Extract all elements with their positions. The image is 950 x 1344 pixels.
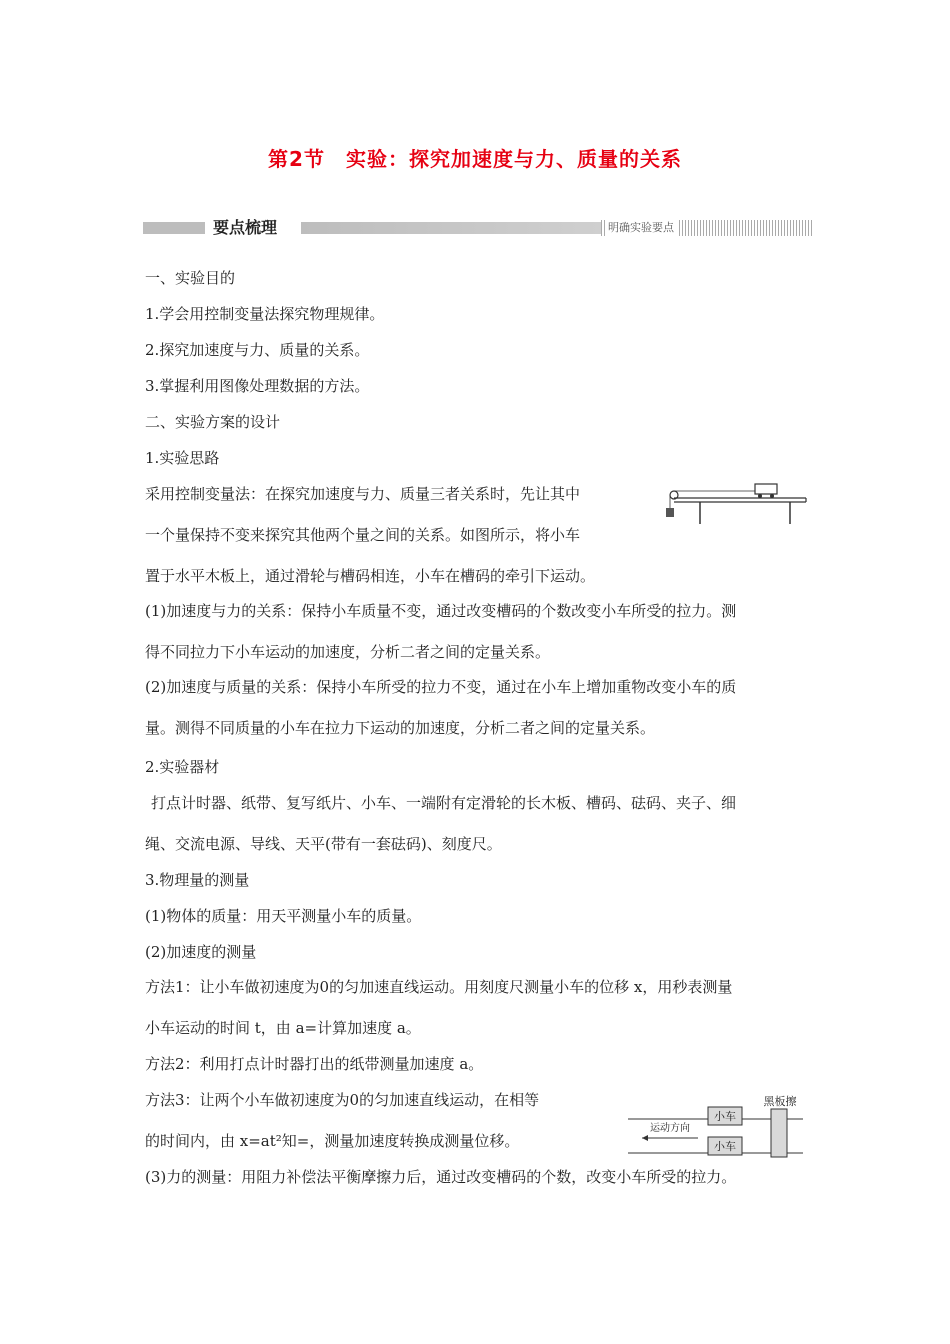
banner-label: 要点梳理 [213,218,278,237]
text-line: 3.掌握利用图像处理数据的方法。 [145,377,370,395]
text-line: (1)物体的质量：用天平测量小车的质量。 [145,907,422,925]
text-line: 绳、交流电源、导线、天平(带有一套砝码)、刻度尺。 [145,835,502,853]
text-line: 置于水平木板上，通过滑轮与槽码相连，小车在槽码的牵引下运动。 [145,567,596,585]
two-carts-figure [628,1095,808,1160]
banner-bar-left [143,222,205,234]
banner-stripes-right [688,220,813,236]
text-line: (2)加速度与质量的关系：保持小车所受的拉力不变，通过在小车上增加重物改变小车的质 [145,678,737,696]
text-line: 1.学会用控制变量法探究物理规律。 [145,305,385,323]
arrow-head [642,1135,648,1141]
direction-label: 运动方向 [650,1123,690,1134]
eraser-label: 黑板擦 [763,1095,797,1108]
subheading-idea: 1.实验思路 [145,449,220,467]
text-line: (2)加速度的测量 [145,943,257,961]
text-line: (1)加速度与力的关系：保持小车质量不变，通过改变槽码的个数改变小车所受的拉力。测 [145,602,737,620]
text-line: 方法3：让两个小车做初速度为0的匀加速直线运动，在相等 [145,1091,540,1109]
banner-bar-middle [301,222,601,234]
heading-purpose: 一、实验目的 [145,269,236,287]
cart-bottom-label: 小车 [714,1140,736,1153]
text-line: (3)力的测量：用阻力补偿法平衡摩擦力后，通过改变槽码的个数，改变小车所受的拉力。 [145,1168,737,1186]
text-line: 得不同拉力下小车运动的加速度，分析二者之间的定量关系。 [145,643,551,661]
text-line: 小车运动的时间 t，由 a=计算加速度 a。 [145,1019,421,1037]
eraser-box [771,1109,787,1157]
text-line: 的时间内，由 x=at²知=，测量加速度转换成测量位移。 [145,1132,520,1150]
subheading-measurement: 3.物理量的测量 [145,871,250,889]
text-line: 打点计时器、纸带、复写纸片、小车、一端附有定滑轮的长木板、槽码、砝码、夹子、细 [151,794,737,812]
text-line: 采用控制变量法：在探究加速度与力、质量三者关系时，先让其中 [145,485,581,503]
text-line: 一个量保持不变来探究其他两个量之间的关系。如图所示，将小车 [145,526,581,544]
subheading-equipment: 2.实验器材 [145,758,220,776]
cart-track-figure [660,478,810,528]
text-line: 2.探究加速度与力、质量的关系。 [145,341,370,359]
heading-design: 二、实验方案的设计 [145,413,281,431]
text-line: 方法2：利用打点计时器打出的纸带测量加速度 a。 [145,1055,484,1073]
banner-right-label: 明确实验要点 [605,216,677,240]
cart-top-label: 小车 [714,1110,736,1123]
text-line: 量。测得不同质量的小车在拉力下运动的加速度，分析二者之间的定量关系。 [145,719,656,737]
page-title: 第2节 实验：探究加速度与力、质量的关系 [268,147,682,171]
section-banner [143,216,813,240]
text-line: 方法1：让小车做初速度为0的匀加速直线运动。用刻度尺测量小车的位移 x，用秒表测量 [145,978,733,996]
